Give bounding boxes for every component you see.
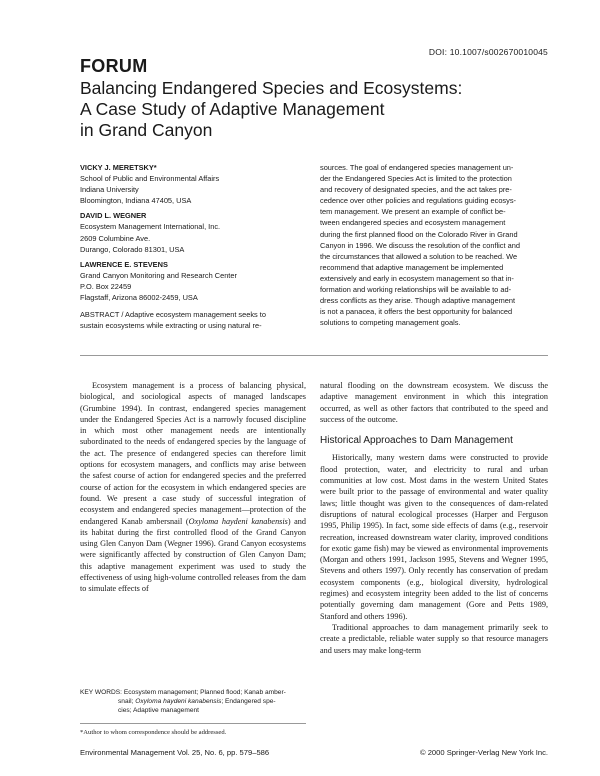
copyright: © 2000 Springer-Verlag New York Inc. — [419, 748, 548, 757]
body-paragraph — [80, 380, 306, 595]
keywords-text: ; Endangered spe- — [221, 698, 276, 706]
abstract-line: tween endangered species and ecosystem management — [320, 218, 506, 228]
author-name: LAWRENCE E. STEVENS — [80, 259, 168, 269]
abstract-line: cedence over other policies and regulations guiding ecosys- — [320, 196, 516, 206]
author-affiliation: P.O. Box 22459 — [80, 281, 132, 291]
keywords-line: KEY WORDS: Ecosystem management; Planned flood; Kanab amber- — [80, 689, 286, 696]
abstract-line: tem management. We present an example of conflict be- — [320, 207, 506, 217]
abstract-line: recommend that adaptive management be implemented — [320, 262, 504, 272]
abstract-line: during the first planned flood on the Colorado River in Grand — [320, 229, 518, 239]
divider — [80, 355, 548, 356]
author-block — [80, 162, 320, 331]
author-name: VICKY J. MERETSKY* — [80, 163, 157, 172]
species-name: Oxyloma haydeni kanabensis — [135, 698, 222, 706]
author-affiliation: Indiana University — [80, 185, 139, 195]
footnote-divider — [80, 723, 306, 724]
keywords-line — [80, 697, 306, 706]
abstract-line: solutions to competing management goals. — [320, 318, 461, 328]
author-affiliation: Grand Canyon Monitoring and Research Center — [80, 270, 237, 280]
keywords-line: cies; Adaptive management — [118, 707, 200, 715]
author-name: DAVID L. WEGNER — [80, 211, 147, 221]
body-text: Ecosystem management is a process of balancing physical, biological, and sociological aspects of managed landscapes (Grumbine 1994). In contrast, endangered species management under the Endangered Species Act is a narrowly focused discipline in which most other management needs are intentionally subordinated to the needs of endangered species by the language of the act. The presence of endangered species can therefore limit options for ecosystem managers, and conflicts may arise between the safest course of action for endangered species and the preferred course of action for the ecosystem in which endangered species are found. We present a case study of successful integration of ecosystem and endangered species management—protection of the endangered Kanab ambersnail ( — [80, 381, 306, 526]
footnote: *Author to whom correspondence should be addressed. — [80, 729, 227, 736]
abstract-line: is not a panacea, it offers the best opportunity for balanced — [320, 307, 513, 317]
author-affiliation: Durango, Colorado 81301, USA — [80, 244, 185, 254]
author-affiliation: School of Public and Environmental Affairs — [80, 174, 220, 184]
body-paragraph: Historically, many western dams were constructed to provide flood protection, water, and electricity to rural and urban communities at low cost. Most dams in the western United States were built prior to the passage of environmental and water quality laws; little thought was given to the consequences of dam-related disruptions of natural ecological processes (Harper and Ferguson 1995, Philip 1995). In fact, some side effects of dams (e.g., reservoir recreation, increased downstream water clarity, improved conditions for exotic game fish) may be viewed as environmental improvements (Morgan and others 1991, Jackson 1995, Stevens and Wegner 1995, Stevens and others 1997). Only recently has conservation of predam ecosystem components (e.g., biological diversity, hydrological regimes) and ecosystem integrity been added to the list of concerns potentially governing dam management (Gore and Petts 1989, Stanford and others 1996). — [320, 453, 548, 621]
article-title — [80, 78, 550, 141]
abstract-continued — [320, 162, 548, 328]
abstract-line: sources. The goal of endangered species management un- — [320, 163, 514, 172]
title-line: in Grand Canyon — [80, 120, 213, 140]
abstract-line: dress conflicts as they arise. Though adaptive management — [320, 296, 516, 306]
abstract-line: sustain ecosystems while extracting or using natural re- — [80, 321, 262, 331]
body-paragraph: natural flooding on the downstream ecosystem. We discuss the adaptive management environment in which this integration occurred, as well as other factors that contributed to the speed and success of the outcome. — [320, 381, 548, 424]
keywords — [80, 688, 306, 716]
body-column-left — [80, 380, 306, 595]
author-affiliation: Ecosystem Management International, Inc. — [80, 222, 221, 232]
body-text: ) and its habitat during the first controlled flood of the Grand Canyon using Glen Canyon Dam (Wegner 1996). Grand Canyon ecosystems were significantly affected by construction of Glen Canyon Dam; this adaptive management experiment was used to study the effectiveness of using high-volume controlled releases from the dam to simulate effects of — [80, 516, 306, 594]
section-heading: Historical Approaches to Dam Management — [320, 435, 513, 447]
abstract-line: extensively and early in ecosystem management so that in- — [320, 273, 514, 283]
section-label: FORUM — [80, 56, 148, 76]
author-affiliation: Flagstaff, Arizona 86002-2459, USA — [80, 293, 198, 303]
abstract-line: and recovery of designated species, and the act takes pre- — [320, 185, 512, 195]
abstract-line: the circumstances that allowed a solution to be reached. We — [320, 251, 518, 261]
title-line: Balancing Endangered Species and Ecosystems: — [80, 78, 463, 98]
author-affiliation: Bloomington, Indiana 47405, USA — [80, 196, 192, 206]
abstract-line: Canyon in 1996. We discuss the resolution of the conflict and — [320, 240, 520, 250]
body-column-right — [320, 380, 548, 656]
species-name: Oxyloma haydeni kanabensis — [188, 516, 288, 526]
doi-label: DOI: 10.1007/s002670010045 — [428, 47, 548, 57]
abstract-line: der the Endangered Species Act is limited to the protection — [320, 174, 512, 184]
title-line: A Case Study of Adaptive Management — [80, 99, 385, 119]
keywords-text: snail; — [118, 698, 136, 706]
journal-citation: Environmental Management Vol. 25, No. 6, pp. 579–586 — [80, 748, 270, 757]
abstract-line: ABSTRACT / Adaptive ecosystem management seeks to — [80, 310, 266, 320]
body-paragraph: Traditional approaches to dam management primarily seek to create a predictable, reliable water supply so that resource managers and users may make long-term — [320, 622, 548, 655]
author-affiliation: 2609 Columbine Ave. — [80, 233, 151, 243]
abstract-line: formation and working relationships will be available to ad- — [320, 285, 512, 295]
